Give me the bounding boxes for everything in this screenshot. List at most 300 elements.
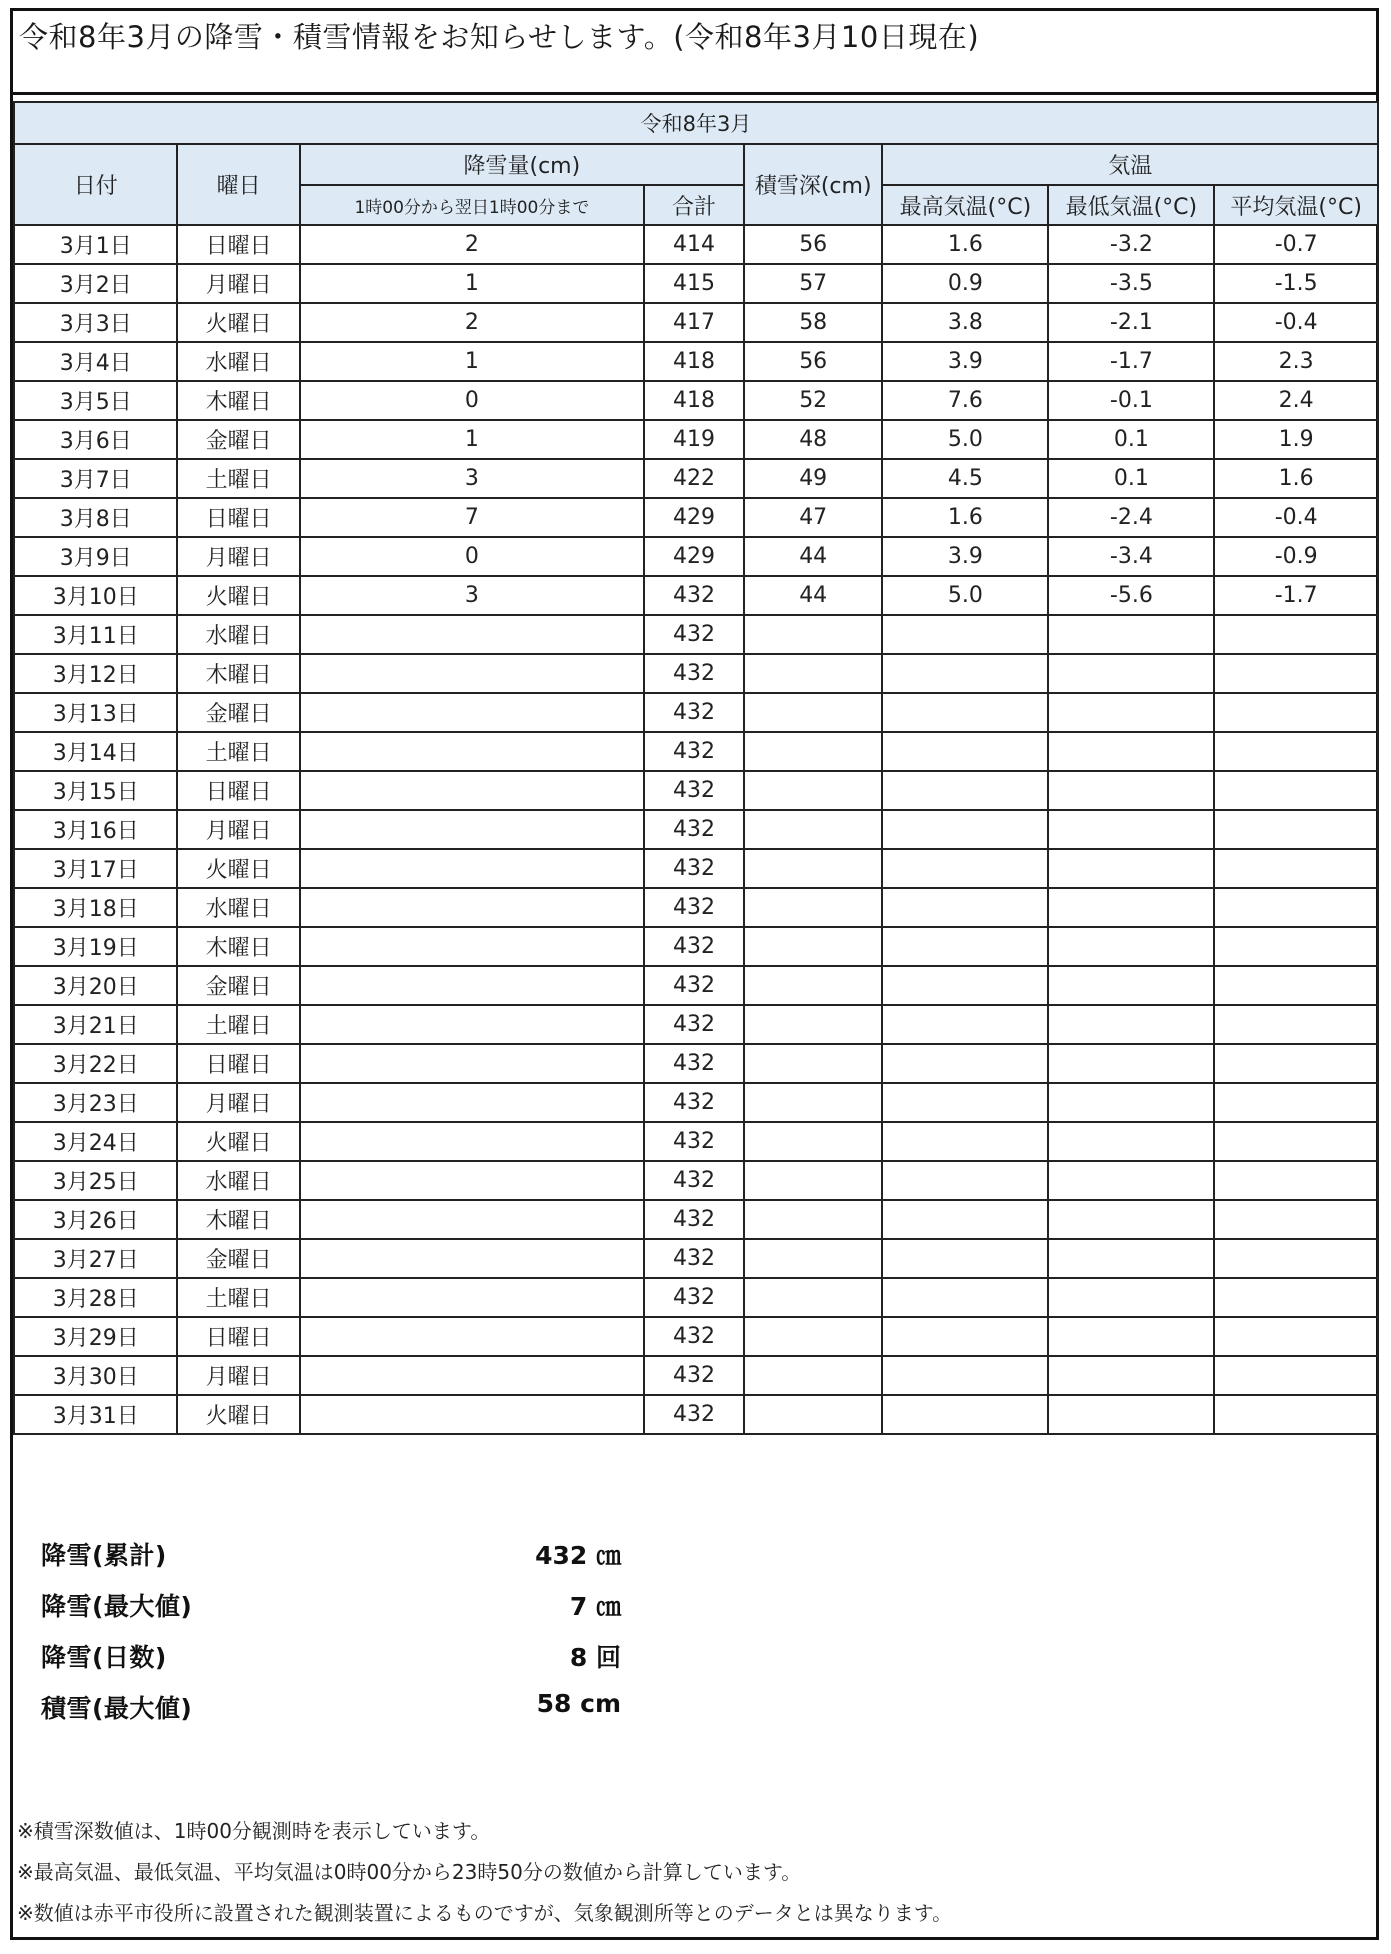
cell-temp-max: 1.6 — [882, 498, 1048, 537]
cell-temp-min — [1048, 966, 1214, 1005]
cell-temp-avg — [1214, 771, 1378, 810]
cell-snowfall-total: 432 — [644, 1200, 744, 1239]
cell-snowfall-total: 419 — [644, 420, 744, 459]
cell-weekday: 木曜日 — [177, 1200, 299, 1239]
cell-weekday: 日曜日 — [177, 225, 299, 264]
cell-snowfall-total: 432 — [644, 1122, 744, 1161]
cell-temp-avg: -1.7 — [1214, 576, 1378, 615]
table-row — [14, 693, 1378, 732]
cell-snowfall — [300, 1395, 644, 1434]
cell-snowfall-total: 432 — [644, 849, 744, 888]
cell-date: 3月19日 — [14, 927, 177, 966]
header-date: 日付 — [14, 144, 177, 225]
table-row — [14, 537, 1378, 576]
cell-temp-avg — [1214, 966, 1378, 1005]
cell-snowfall-total: 429 — [644, 498, 744, 537]
summary-max-snowfall — [41, 1587, 741, 1638]
cell-temp-min — [1048, 1395, 1214, 1434]
cell-weekday: 金曜日 — [177, 693, 299, 732]
table-row — [14, 303, 1378, 342]
cell-temp-min — [1048, 693, 1214, 732]
cell-date: 3月23日 — [14, 1083, 177, 1122]
cell-date: 3月30日 — [14, 1356, 177, 1395]
cell-date: 3月22日 — [14, 1044, 177, 1083]
cell-temp-avg — [1214, 693, 1378, 732]
cell-temp-avg — [1214, 1356, 1378, 1395]
cell-temp-avg — [1214, 1317, 1378, 1356]
header-snow-depth: 積雪深(cm) — [744, 144, 883, 225]
cell-weekday: 月曜日 — [177, 810, 299, 849]
cell-snow-depth — [744, 1317, 883, 1356]
cell-date: 3月18日 — [14, 888, 177, 927]
cell-temp-min: -2.1 — [1048, 303, 1214, 342]
cell-snow-depth — [744, 1278, 883, 1317]
cell-weekday: 水曜日 — [177, 342, 299, 381]
cell-temp-max: 5.0 — [882, 420, 1048, 459]
cell-snowfall-total: 432 — [644, 927, 744, 966]
cell-snowfall-total: 432 — [644, 1395, 744, 1434]
cell-snow-depth: 47 — [744, 498, 883, 537]
cell-weekday: 金曜日 — [177, 966, 299, 1005]
cell-date: 3月27日 — [14, 1239, 177, 1278]
cell-temp-avg — [1214, 888, 1378, 927]
header-temperature: 気温 — [882, 144, 1378, 185]
cell-snowfall — [300, 849, 644, 888]
cell-snowfall — [300, 1356, 644, 1395]
cell-temp-avg — [1214, 1278, 1378, 1317]
cell-temp-avg — [1214, 1044, 1378, 1083]
cell-weekday: 木曜日 — [177, 927, 299, 966]
cell-weekday: 木曜日 — [177, 381, 299, 420]
table-row — [14, 498, 1378, 537]
cell-weekday: 日曜日 — [177, 771, 299, 810]
cell-weekday: 月曜日 — [177, 264, 299, 303]
table-row — [14, 420, 1378, 459]
header-weekday: 曜日 — [177, 144, 299, 225]
cell-temp-avg — [1214, 849, 1378, 888]
cell-snowfall — [300, 966, 644, 1005]
cell-date: 3月12日 — [14, 654, 177, 693]
cell-date: 3月26日 — [14, 1200, 177, 1239]
cell-snowfall — [300, 615, 644, 654]
cell-snowfall-total: 432 — [644, 1005, 744, 1044]
cell-date: 3月24日 — [14, 1122, 177, 1161]
cell-temp-max — [882, 927, 1048, 966]
header-temp-min: 最低気温(°C) — [1048, 185, 1214, 225]
cell-snow-depth: 58 — [744, 303, 883, 342]
cell-temp-max: 4.5 — [882, 459, 1048, 498]
cell-snowfall: 1 — [300, 264, 644, 303]
cell-snowfall-total: 418 — [644, 342, 744, 381]
cell-date: 3月9日 — [14, 537, 177, 576]
cell-temp-avg: -0.9 — [1214, 537, 1378, 576]
cell-temp-max — [882, 810, 1048, 849]
table-row — [14, 1239, 1378, 1278]
cell-snowfall — [300, 888, 644, 927]
cell-snow-depth — [744, 1239, 883, 1278]
cell-snowfall — [300, 1317, 644, 1356]
table-row — [14, 1044, 1378, 1083]
cell-temp-min: -3.5 — [1048, 264, 1214, 303]
cell-date: 3月1日 — [14, 225, 177, 264]
summary-max-snow-depth — [41, 1689, 741, 1740]
cell-snow-depth: 57 — [744, 264, 883, 303]
cell-snow-depth — [744, 654, 883, 693]
cell-snow-depth — [744, 810, 883, 849]
cell-temp-min: -0.1 — [1048, 381, 1214, 420]
cell-temp-avg — [1214, 1122, 1378, 1161]
cell-temp-min: -5.6 — [1048, 576, 1214, 615]
cell-weekday: 火曜日 — [177, 1122, 299, 1161]
cell-snowfall — [300, 1122, 644, 1161]
cell-temp-avg — [1214, 1005, 1378, 1044]
cell-date: 3月5日 — [14, 381, 177, 420]
cell-temp-max: 3.9 — [882, 537, 1048, 576]
cell-snowfall-total: 432 — [644, 771, 744, 810]
cell-temp-min — [1048, 1200, 1214, 1239]
cell-date: 3月8日 — [14, 498, 177, 537]
table-row — [14, 1356, 1378, 1395]
cell-snow-depth — [744, 732, 883, 771]
cell-weekday: 水曜日 — [177, 1161, 299, 1200]
cell-snowfall: 7 — [300, 498, 644, 537]
cell-snowfall: 2 — [300, 303, 644, 342]
header-temp-max: 最高気温(°C) — [882, 185, 1048, 225]
cell-snowfall-total: 432 — [644, 1317, 744, 1356]
cell-snowfall — [300, 1239, 644, 1278]
summary-value: 432 ㎝ — [535, 1541, 621, 1570]
cell-snowfall — [300, 1161, 644, 1200]
cell-temp-max — [882, 966, 1048, 1005]
cell-temp-avg — [1214, 1395, 1378, 1434]
cell-date: 3月16日 — [14, 810, 177, 849]
table-row — [14, 810, 1378, 849]
cell-weekday: 土曜日 — [177, 1005, 299, 1044]
cell-temp-min — [1048, 1122, 1214, 1161]
cell-snowfall — [300, 927, 644, 966]
header-temp-avg: 平均気温(°C) — [1214, 185, 1378, 225]
cell-temp-min — [1048, 1161, 1214, 1200]
cell-snow-depth — [744, 1005, 883, 1044]
summary-value: 58 cm — [536, 1689, 621, 1718]
cell-temp-max — [882, 849, 1048, 888]
cell-temp-max — [882, 1278, 1048, 1317]
cell-date: 3月17日 — [14, 849, 177, 888]
page-title: 令和8年3月の降雪・積雪情報をお知らせします。(令和8年3月10日現在) — [19, 20, 980, 54]
cell-snowfall-total: 414 — [644, 225, 744, 264]
cell-weekday: 火曜日 — [177, 1395, 299, 1434]
table-row — [14, 1161, 1378, 1200]
cell-snowfall-total: 432 — [644, 1044, 744, 1083]
cell-temp-max — [882, 771, 1048, 810]
cell-temp-min — [1048, 1044, 1214, 1083]
cell-date: 3月3日 — [14, 303, 177, 342]
cell-snowfall-total: 432 — [644, 576, 744, 615]
cell-temp-min — [1048, 888, 1214, 927]
cell-snowfall-total: 417 — [644, 303, 744, 342]
cell-snow-depth — [744, 1083, 883, 1122]
cell-snow-depth — [744, 1200, 883, 1239]
table-row — [14, 1122, 1378, 1161]
cell-snow-depth: 48 — [744, 420, 883, 459]
summary-total-snowfall — [41, 1536, 741, 1587]
cell-temp-min — [1048, 1005, 1214, 1044]
cell-snow-depth — [744, 888, 883, 927]
title-box — [13, 11, 1376, 95]
table-row — [14, 1083, 1378, 1122]
cell-weekday: 火曜日 — [177, 576, 299, 615]
cell-date: 3月10日 — [14, 576, 177, 615]
cell-temp-min: -3.4 — [1048, 537, 1214, 576]
cell-snow-depth: 44 — [744, 537, 883, 576]
cell-temp-avg — [1214, 927, 1378, 966]
cell-snow-depth — [744, 927, 883, 966]
cell-temp-max — [882, 1239, 1048, 1278]
cell-snowfall — [300, 810, 644, 849]
cell-weekday: 土曜日 — [177, 732, 299, 771]
cell-snowfall-total: 432 — [644, 732, 744, 771]
cell-snowfall-total: 429 — [644, 537, 744, 576]
cell-temp-min — [1048, 615, 1214, 654]
cell-temp-avg: 2.4 — [1214, 381, 1378, 420]
cell-snowfall-total: 432 — [644, 810, 744, 849]
summary-value: 8 回 — [569, 1643, 621, 1672]
summary-label: 降雪(累計) — [41, 1541, 167, 1570]
cell-snowfall — [300, 693, 644, 732]
table-row — [14, 966, 1378, 1005]
table-row — [14, 927, 1378, 966]
cell-snow-depth: 44 — [744, 576, 883, 615]
cell-temp-max — [882, 1200, 1048, 1239]
summary-section — [41, 1536, 741, 1740]
cell-temp-avg — [1214, 615, 1378, 654]
summary-label: 降雪(日数) — [41, 1643, 167, 1672]
cell-weekday: 日曜日 — [177, 498, 299, 537]
cell-temp-max: 1.6 — [882, 225, 1048, 264]
table-row — [14, 888, 1378, 927]
cell-date: 3月20日 — [14, 966, 177, 1005]
month-label: 令和8年3月 — [14, 102, 1378, 144]
cell-temp-max: 5.0 — [882, 576, 1048, 615]
table-row — [14, 1317, 1378, 1356]
cell-temp-max — [882, 1083, 1048, 1122]
cell-temp-avg — [1214, 1083, 1378, 1122]
summary-label: 降雪(最大値) — [41, 1592, 193, 1621]
table-body — [14, 225, 1378, 1434]
cell-temp-max: 3.9 — [882, 342, 1048, 381]
cell-temp-min: 0.1 — [1048, 459, 1214, 498]
table-row — [14, 849, 1378, 888]
cell-snow-depth — [744, 1122, 883, 1161]
cell-date: 3月15日 — [14, 771, 177, 810]
cell-temp-max — [882, 1161, 1048, 1200]
cell-temp-min: 0.1 — [1048, 420, 1214, 459]
cell-temp-max: 0.9 — [882, 264, 1048, 303]
cell-date: 3月29日 — [14, 1317, 177, 1356]
cell-temp-min: -3.2 — [1048, 225, 1214, 264]
cell-snowfall-total: 432 — [644, 1161, 744, 1200]
cell-snow-depth — [744, 849, 883, 888]
cell-temp-min — [1048, 810, 1214, 849]
cell-weekday: 日曜日 — [177, 1317, 299, 1356]
cell-snowfall — [300, 1083, 644, 1122]
cell-snow-depth — [744, 1395, 883, 1434]
cell-weekday: 火曜日 — [177, 303, 299, 342]
cell-snow-depth — [744, 693, 883, 732]
cell-temp-min — [1048, 771, 1214, 810]
cell-date: 3月31日 — [14, 1395, 177, 1434]
cell-temp-min — [1048, 927, 1214, 966]
cell-temp-max — [882, 654, 1048, 693]
table-row — [14, 342, 1378, 381]
cell-temp-min — [1048, 1317, 1214, 1356]
header-snowfall: 降雪量(cm) — [300, 144, 744, 185]
cell-date: 3月25日 — [14, 1161, 177, 1200]
cell-snow-depth — [744, 1161, 883, 1200]
cell-snow-depth: 52 — [744, 381, 883, 420]
cell-snowfall: 2 — [300, 225, 644, 264]
cell-temp-avg: 2.3 — [1214, 342, 1378, 381]
cell-temp-max — [882, 1317, 1048, 1356]
cell-weekday: 月曜日 — [177, 1356, 299, 1395]
table-row — [14, 381, 1378, 420]
cell-weekday: 火曜日 — [177, 849, 299, 888]
table-row — [14, 264, 1378, 303]
cell-weekday: 水曜日 — [177, 888, 299, 927]
cell-temp-max — [882, 1122, 1048, 1161]
cell-date: 3月28日 — [14, 1278, 177, 1317]
cell-temp-min — [1048, 1239, 1214, 1278]
cell-snow-depth: 56 — [744, 342, 883, 381]
cell-date: 3月13日 — [14, 693, 177, 732]
cell-snowfall: 3 — [300, 576, 644, 615]
cell-date: 3月4日 — [14, 342, 177, 381]
cell-temp-avg: -0.7 — [1214, 225, 1378, 264]
cell-weekday: 月曜日 — [177, 537, 299, 576]
cell-snow-depth: 56 — [744, 225, 883, 264]
cell-temp-avg — [1214, 1161, 1378, 1200]
cell-temp-avg: 1.6 — [1214, 459, 1378, 498]
cell-weekday: 金曜日 — [177, 420, 299, 459]
cell-temp-min — [1048, 1278, 1214, 1317]
cell-temp-max: 7.6 — [882, 381, 1048, 420]
table-row — [14, 1395, 1378, 1434]
table-row — [14, 732, 1378, 771]
cell-temp-min — [1048, 654, 1214, 693]
cell-temp-max — [882, 1044, 1048, 1083]
cell-snowfall-total: 432 — [644, 1239, 744, 1278]
cell-temp-min — [1048, 849, 1214, 888]
cell-weekday: 金曜日 — [177, 1239, 299, 1278]
snow-data-table — [13, 101, 1379, 1435]
cell-snow-depth — [744, 1044, 883, 1083]
table-row — [14, 654, 1378, 693]
cell-temp-min — [1048, 1356, 1214, 1395]
cell-date: 3月2日 — [14, 264, 177, 303]
cell-snowfall-total: 432 — [644, 1278, 744, 1317]
cell-weekday: 日曜日 — [177, 1044, 299, 1083]
cell-temp-max — [882, 615, 1048, 654]
table-row — [14, 1278, 1378, 1317]
cell-temp-max — [882, 732, 1048, 771]
cell-snowfall — [300, 1044, 644, 1083]
cell-snowfall-total: 418 — [644, 381, 744, 420]
cell-temp-avg — [1214, 654, 1378, 693]
cell-weekday: 土曜日 — [177, 1278, 299, 1317]
cell-temp-min — [1048, 732, 1214, 771]
cell-snow-depth — [744, 966, 883, 1005]
cell-temp-min: -1.7 — [1048, 342, 1214, 381]
cell-snowfall-total: 432 — [644, 966, 744, 1005]
table-row — [14, 1200, 1378, 1239]
cell-snow-depth — [744, 771, 883, 810]
cell-snowfall-total: 422 — [644, 459, 744, 498]
cell-snowfall-total: 432 — [644, 1083, 744, 1122]
cell-snowfall-total: 432 — [644, 693, 744, 732]
note-temperature: ※最高気温、最低気温、平均気温は0時00分から23時50分の数値から計算しています。 — [17, 1860, 802, 1884]
cell-temp-avg — [1214, 1200, 1378, 1239]
cell-temp-max — [882, 1356, 1048, 1395]
cell-snow-depth — [744, 1356, 883, 1395]
cell-weekday: 水曜日 — [177, 615, 299, 654]
cell-temp-avg: -0.4 — [1214, 498, 1378, 537]
cell-temp-avg — [1214, 1239, 1378, 1278]
summary-snowfall-days — [41, 1638, 741, 1689]
cell-snowfall — [300, 771, 644, 810]
summary-label: 積雪(最大値) — [41, 1694, 193, 1723]
summary-value: 7 ㎝ — [569, 1592, 621, 1621]
cell-temp-max — [882, 693, 1048, 732]
note-disclaimer: ※数値は赤平市役所に設置された観測装置によるものですが、気象観測所等とのデータとは異なります。 — [17, 1901, 953, 1925]
cell-temp-min — [1048, 1083, 1214, 1122]
cell-temp-avg: -0.4 — [1214, 303, 1378, 342]
cell-date: 3月6日 — [14, 420, 177, 459]
table-row — [14, 615, 1378, 654]
cell-temp-max — [882, 1005, 1048, 1044]
cell-weekday: 木曜日 — [177, 654, 299, 693]
cell-snowfall — [300, 1200, 644, 1239]
cell-snowfall — [300, 732, 644, 771]
table-row — [14, 576, 1378, 615]
cell-date: 3月11日 — [14, 615, 177, 654]
notes-section — [17, 1817, 1377, 1940]
cell-snow-depth — [744, 615, 883, 654]
table-row — [14, 1005, 1378, 1044]
cell-weekday: 月曜日 — [177, 1083, 299, 1122]
cell-temp-avg: -1.5 — [1214, 264, 1378, 303]
cell-temp-max: 3.8 — [882, 303, 1048, 342]
table-row — [14, 225, 1378, 264]
cell-snowfall-total: 432 — [644, 654, 744, 693]
cell-snowfall: 1 — [300, 420, 644, 459]
cell-temp-min: -2.4 — [1048, 498, 1214, 537]
cell-temp-max — [882, 888, 1048, 927]
cell-weekday: 土曜日 — [177, 459, 299, 498]
cell-date: 3月7日 — [14, 459, 177, 498]
cell-snowfall-total: 432 — [644, 615, 744, 654]
note-snow-depth: ※積雪深数値は、1時00分観測時を表示しています。 — [17, 1819, 491, 1843]
cell-snowfall — [300, 1005, 644, 1044]
header-snowfall-total: 合計 — [644, 185, 744, 225]
header-snowfall-daily: 1時00分から翌日1時00分まで — [300, 185, 644, 225]
cell-temp-avg — [1214, 810, 1378, 849]
cell-snowfall — [300, 1278, 644, 1317]
cell-snowfall: 3 — [300, 459, 644, 498]
cell-snowfall-total: 415 — [644, 264, 744, 303]
table-row — [14, 771, 1378, 810]
table-row — [14, 459, 1378, 498]
cell-temp-max — [882, 1395, 1048, 1434]
